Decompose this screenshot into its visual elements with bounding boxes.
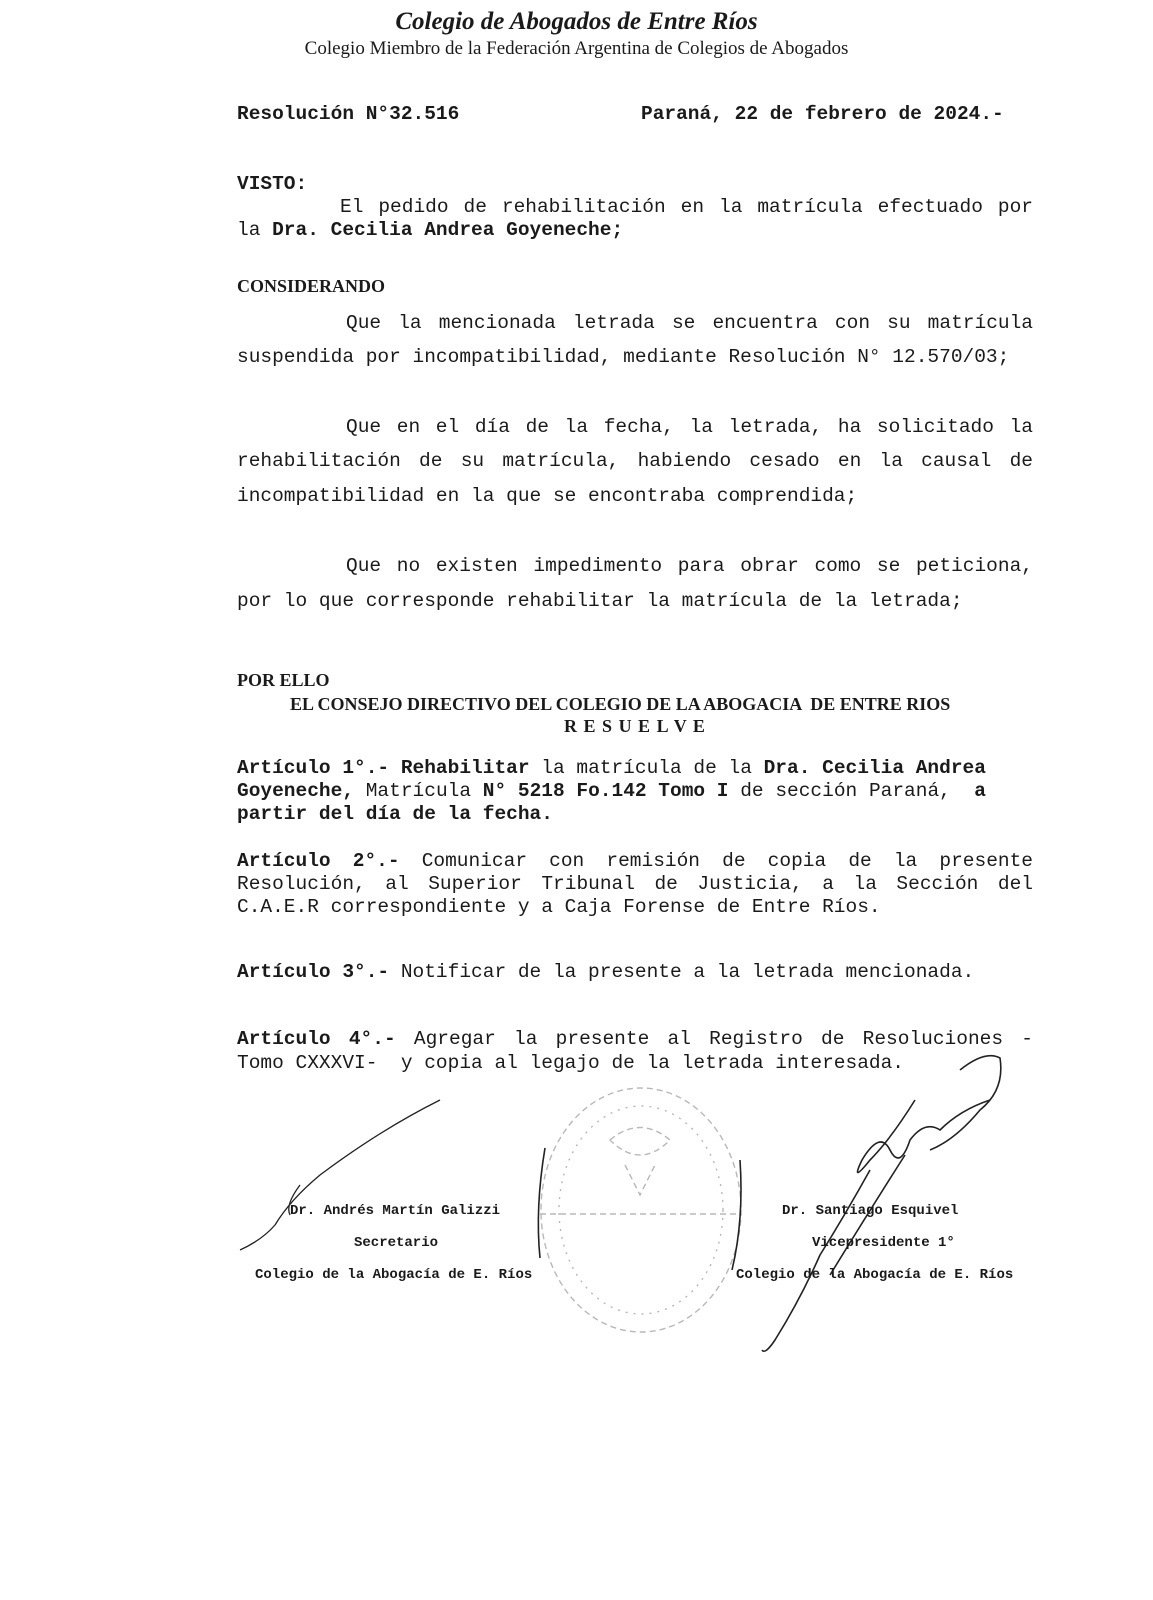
signatory-left-org: Colegio de la Abogacía de E. Ríos: [255, 1267, 533, 1283]
article-2-line-3: C.A.E.R correspondiente y a Caja Forense de Entre Ríos.: [237, 896, 881, 918]
signatory-right-name: Dr. Santiago Esquivel: [782, 1203, 959, 1219]
resolution-number: Resolución N°32.516: [237, 103, 460, 125]
signatory-left-name: Dr. Andrés Martín Galizzi: [290, 1203, 501, 1219]
por-ello-heading: POR ELLO: [237, 670, 330, 690]
article-4-line-2: Tomo CXXXVI- y copia al legajo de la letrada interesada.: [237, 1052, 905, 1074]
signatory-right-role: Vicepresidente 1°: [812, 1235, 955, 1251]
considerando-p1-line-1: Que la mencionada letrada se encuentra con su matrícula: [346, 312, 1033, 334]
article-2-line-1: Artículo 2°.- Comunicar con remisión de copia de la presente: [237, 850, 1034, 872]
institution-subtitle: Colegio Miembro de la Federación Argentina de Colegios de Abogados: [304, 38, 849, 59]
visto-line-2: la Dra. Cecilia Andrea Goyeneche;: [237, 219, 624, 241]
article-2-line-2: Resolución, al Superior Tribunal de Justicia, a la Sección del: [237, 873, 1033, 895]
considerando-p1-line-2: suspendida por incompatibilidad, mediante Resolución N° 12.570/03;: [237, 346, 1010, 368]
considerando-p2-line-3: incompatibilidad en la que se encontraba comprendida;: [237, 485, 858, 507]
consejo-heading: EL CONSEJO DIRECTIVO DEL COLEGIO DE LA ABOGACIA DE ENTRE RIOS: [290, 694, 951, 714]
article-1-line-1: Artículo 1°.- Rehabilitar la matrícula de la Dra. Cecilia Andrea: [237, 757, 986, 779]
article-4-line-1: Artículo 4°.- Agregar la presente al Registro de Resoluciones -: [237, 1028, 1033, 1050]
considerando-p2-line-1: Que en el día de la fecha, la letrada, ha solicitado la: [346, 416, 1033, 438]
considerando-heading: CONSIDERANDO: [237, 276, 386, 296]
considerando-p3-line-2: por lo que corresponde rehabilitar la matrícula de la letrada;: [237, 590, 963, 612]
article-1-line-3: partir del día de la fecha.: [237, 803, 553, 825]
institution-title: Colegio de Abogados de Entre Ríos: [395, 8, 758, 35]
left-signature-mark: [240, 1100, 440, 1250]
considerando-p2-line-2: rehabilitación de su matrícula, habiendo cesado en la causal de: [237, 450, 1033, 472]
resuelve-heading: R E S U E L V E: [564, 716, 706, 736]
article-1-line-2: Goyeneche, Matrícula N° 5218 Fo.142 Tomo I de sección Paraná, a: [237, 780, 986, 802]
considerando-p3-line-1: Que no existen impedimento para obrar como se peticiona,: [346, 555, 1033, 577]
signatory-right-org: Colegio de la Abogacía de E. Ríos: [736, 1267, 1014, 1283]
visto-line-1: El pedido de rehabilitación en la matrícula efectuado por: [340, 196, 1033, 218]
visto-heading: VISTO:: [237, 173, 308, 195]
signatory-left-role: Secretario: [354, 1235, 439, 1251]
resolution-date: Paraná, 22 de febrero de 2024.-: [641, 103, 1004, 125]
article-3: Artículo 3°.- Notificar de la presente a la letrada mencionada.: [237, 961, 975, 983]
